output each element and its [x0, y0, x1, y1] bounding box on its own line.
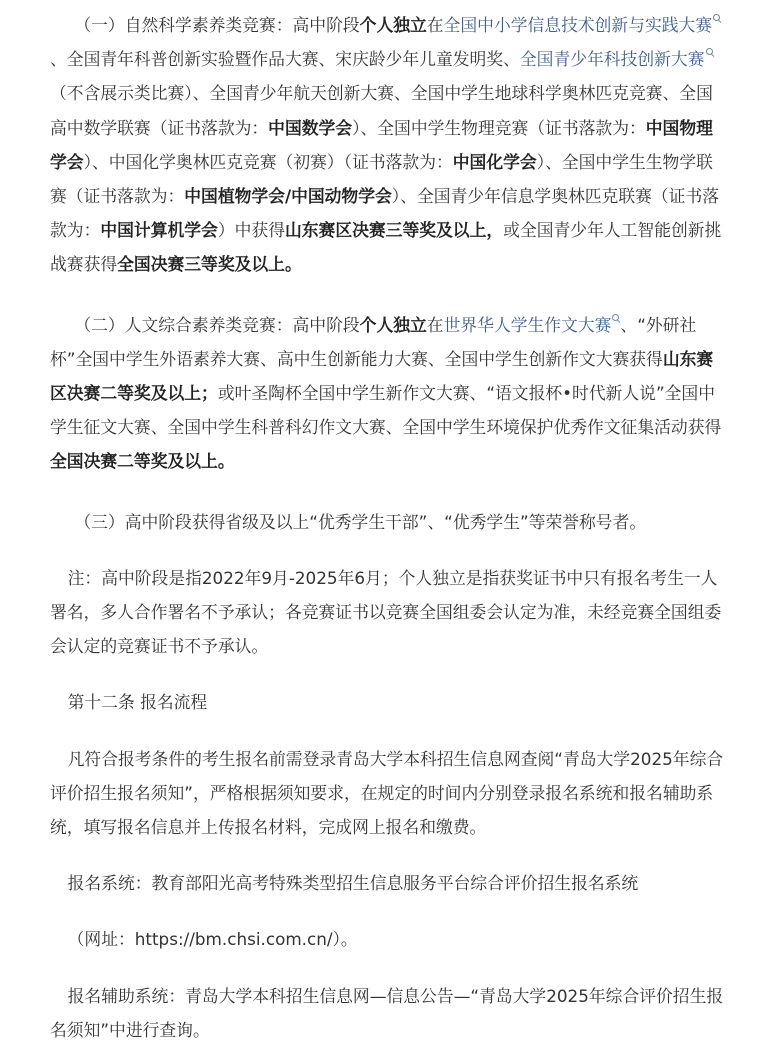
keyword-link-tech-innovation-contest[interactable]: [520, 49, 714, 69]
text-segment: ）中获得: [217, 220, 285, 241]
paragraph-humanities: [50, 308, 728, 479]
text-segment: ）、全国中学生生物学联赛（证书落款为：: [50, 151, 713, 207]
paragraph-auxiliary-system: 报名辅助系统：青岛大学本科招生信息网—信息公告—“青岛大学2025年综合评价招生报名须知”中进行查询。: [50, 985, 724, 1040]
paragraph-note: 注：高中阶段是指2022年9月-2025年6月；个人独立是指获奖证书中只有报名考生一人署名，多人合作署名不予承认；各竞赛证书以竞赛全国组委会认定为准，未经竞赛全国组委会认定的竞赛证书不予承认。: [50, 567, 722, 657]
text-segment: （二）人文综合素养类竞赛：高中阶段: [74, 314, 360, 335]
text-segment: 或叶圣陶杯全国中学生新作文大赛、“语文报杯•时代新人说”全国中学生征文大赛、全国中学生科普科幻作文大赛、全国中学生环境保护优秀作文征集活动获得: [50, 383, 722, 438]
bold-text: 中国数学会: [268, 117, 353, 138]
text-segment: ）、全国青少年信息学奥林匹克联赛（证书落款为：: [50, 186, 720, 241]
bold-text: 全国决赛三等奖及以上。: [117, 254, 302, 275]
paragraph-natural-science: [50, 8, 728, 282]
keyword-link-label: 全国中小学信息技术创新与实践大赛: [443, 15, 713, 35]
text-segment: ）、全国中学生物理竞赛（证书落款为：: [352, 117, 646, 138]
section-heading-registration: 第十二条 报名流程: [67, 692, 208, 713]
search-icon: [612, 314, 620, 322]
text-segment: 在: [426, 15, 444, 35]
keyword-link-label: 世界华人学生作文大赛: [443, 314, 612, 335]
text-segment: 、全国青年科普创新实验暨作品大赛、宋庆龄少年儿童发明奖、: [50, 49, 520, 70]
paragraph-honors: （三）高中阶段获得省级及以上“优秀学生干部”、“优秀学生”等荣誉称号者。: [74, 511, 647, 532]
search-icon: [713, 14, 721, 22]
text-segment: 或全国青少年人工智能创新挑战赛获得: [50, 220, 722, 275]
paragraph-registration-process: 凡符合报考条件的考生报名前需登录青岛大学本科招生信息网查阅“青岛大学2025年综合评价招生报名须知”，严格根据须知要求，在规定的时间内分别登录报名系统和报名辅助系统，填写报名信息并上传报名材料，完成网上报名和缴费。: [50, 748, 724, 838]
keyword-link-info-tech-contest[interactable]: [444, 15, 722, 35]
text-segment: ）、中国化学奥林匹克竞赛（初赛）（证书落款为：: [83, 151, 453, 172]
paragraph-registration-url: （网址：https://bm.chsi.com.cn/）。: [67, 929, 358, 950]
paragraph-registration-system: 报名系统：教育部阳光高考特殊类型招生信息服务平台综合评价招生报名系统: [67, 873, 639, 894]
bold-text: 中国物理学会: [50, 117, 713, 172]
keyword-link-label: 全国青少年科技创新大赛: [519, 49, 705, 70]
text-segment: 、“外研社杯”全国中学生外语素养大赛、高中生创新能力大赛、全国中学生创新作文大赛获得: [50, 314, 697, 369]
text-segment: （不含展示类比赛）、全国青少年航天创新大赛、全国中学生地球科学奥林匹克竞赛、全国高中数学联赛（证书落款为：: [50, 83, 713, 138]
text-segment: （一）自然科学素养类竞赛：高中阶段: [74, 15, 360, 35]
text-segment: 在: [426, 314, 444, 335]
bold-text: 山东赛区决赛二等奖及以上；: [50, 348, 714, 404]
bold-text: 中国植物学会/中国动物学会: [184, 186, 392, 207]
search-icon: [706, 48, 714, 56]
bold-text: 个人独立: [359, 15, 427, 35]
bold-text: 全国决赛二等奖及以上。: [50, 451, 235, 472]
bold-text: 个人独立: [359, 314, 427, 335]
bold-text: 山东赛区决赛三等奖及以上，: [284, 220, 504, 241]
bold-text: 中国化学会: [452, 151, 537, 172]
keyword-link-world-chinese-essay-contest[interactable]: [444, 315, 621, 335]
bold-text: 中国计算机学会: [100, 220, 218, 241]
